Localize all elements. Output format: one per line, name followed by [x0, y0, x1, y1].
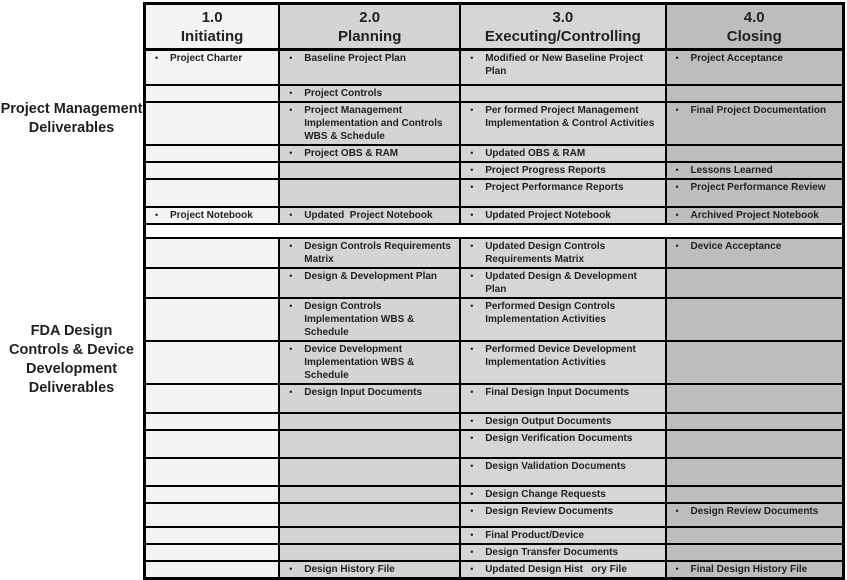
- column-number: 3.0: [552, 8, 574, 26]
- bullet-icon: •: [470, 387, 474, 397]
- deliverable-text: Project Charter: [170, 53, 243, 64]
- table-row: [146, 84, 842, 101]
- column-header-planning: [278, 5, 459, 48]
- table-row: [146, 297, 842, 340]
- deliverable-text: Performed Design Controls Implementation Activities: [485, 301, 618, 325]
- deliverable-cell: [146, 414, 278, 429]
- column-number: 4.0: [743, 8, 765, 26]
- table-row: [146, 178, 842, 206]
- deliverable-cell: [665, 487, 842, 502]
- deliverable-cell: [665, 414, 842, 429]
- deliverable-cell: [459, 86, 664, 101]
- table-row: [146, 340, 842, 383]
- deliverable-text: Updated Design Hist ory File: [485, 564, 627, 575]
- column-name: Planning: [338, 27, 402, 45]
- deliverable-cell: [278, 545, 459, 560]
- deliverable-cell: [146, 180, 278, 206]
- deliverable-text: Design Validation Documents: [485, 461, 626, 472]
- deliverable-cell: [146, 208, 278, 223]
- deliverable-text: Project Progress Reports: [485, 165, 606, 176]
- deliverable-cell: [278, 180, 459, 206]
- bullet-icon: •: [470, 506, 474, 516]
- deliverable-text: Design Controls Requirements Matrix: [304, 241, 454, 265]
- section-separator: [146, 223, 842, 237]
- deliverable-cell: [278, 86, 459, 101]
- bullet-icon: •: [470, 182, 474, 192]
- bullet-icon: •: [470, 165, 474, 175]
- bullet-icon: •: [155, 53, 159, 63]
- deliverable-cell: [459, 487, 664, 502]
- deliverable-cell: [459, 562, 664, 577]
- deliverable-cell: [459, 299, 664, 340]
- deliverable-cell: [665, 385, 842, 412]
- deliverable-cell: [278, 51, 459, 84]
- bullet-icon: •: [675, 105, 679, 115]
- deliverable-text: Design Review Documents: [485, 506, 613, 517]
- deliverable-cell: [665, 180, 842, 206]
- deliverable-cell: [146, 299, 278, 340]
- deliverable-cell: [278, 208, 459, 223]
- deliverable-cell: [459, 51, 664, 84]
- deliverable-text: Device Acceptance: [690, 241, 782, 252]
- deliverable-text: Design Review Documents: [690, 506, 819, 517]
- deliverable-text: Updated OBS & RAM: [485, 148, 586, 159]
- bullet-icon: •: [289, 387, 293, 397]
- bullet-icon: •: [470, 241, 474, 251]
- deliverable-cell: [459, 459, 664, 485]
- deliverable-cell: [459, 414, 664, 429]
- deliverable-cell: [459, 239, 664, 267]
- deliverable-cell: [665, 299, 842, 340]
- table-row: [146, 49, 842, 84]
- deliverable-cell: [146, 103, 278, 144]
- column-name: Executing/Controlling: [484, 27, 641, 45]
- table-row: [146, 161, 842, 178]
- table-row: [146, 412, 842, 429]
- bullet-icon: •: [289, 148, 293, 158]
- deliverable-text: Design Change Requests: [485, 489, 606, 500]
- deliverable-text: Design History File: [304, 564, 395, 575]
- deliverable-cell: [459, 146, 664, 161]
- deliverable-cell: [459, 180, 664, 206]
- deliverable-cell: [146, 342, 278, 383]
- deliverable-cell: [146, 487, 278, 502]
- deliverable-cell: [665, 562, 842, 577]
- column-header-initiating: [146, 5, 278, 48]
- deliverable-cell: [146, 504, 278, 526]
- table-row: [146, 206, 842, 223]
- deliverable-cell: [665, 103, 842, 144]
- deliverable-text: Design Transfer Documents: [485, 547, 618, 558]
- table-row: [146, 429, 842, 457]
- table-row: [146, 383, 842, 412]
- deliverable-cell: [146, 545, 278, 560]
- deliverable-text: Lessons Learned: [690, 165, 773, 176]
- deliverable-text: Updated Project Notebook: [304, 210, 433, 221]
- deliverable-text: Archived Project Notebook: [690, 210, 819, 221]
- deliverable-cell: [459, 163, 664, 178]
- deliverables-table: [143, 2, 845, 580]
- deliverable-cell: [146, 51, 278, 84]
- table-row: [146, 457, 842, 485]
- column-name: Closing: [726, 27, 782, 45]
- deliverable-text: Modified or New Baseline Project Plan: [485, 53, 646, 77]
- deliverable-cell: [278, 269, 459, 297]
- deliverable-cell: [459, 208, 664, 223]
- deliverable-cell: [665, 342, 842, 383]
- deliverable-cell: [146, 459, 278, 485]
- row-group-label-project-management: Project Management Deliverables: [0, 101, 143, 136]
- deliverable-cell: [665, 528, 842, 543]
- deliverable-cell: [146, 562, 278, 577]
- deliverable-cell: [278, 414, 459, 429]
- deliverable-cell: [278, 528, 459, 543]
- bullet-icon: •: [675, 506, 679, 516]
- deliverable-cell: [278, 562, 459, 577]
- deliverable-cell: [665, 459, 842, 485]
- bullet-icon: •: [289, 301, 293, 311]
- deliverable-cell: [459, 269, 664, 297]
- bullet-icon: •: [470, 461, 474, 471]
- deliverable-text: Project Notebook: [170, 210, 253, 221]
- deliverable-text: Design Input Documents: [304, 387, 423, 398]
- bullet-icon: •: [289, 564, 293, 574]
- deliverable-cell: [665, 545, 842, 560]
- deliverable-cell: [146, 239, 278, 267]
- deliverable-cell: [459, 545, 664, 560]
- deliverable-text: Design & Development Plan: [304, 271, 438, 282]
- deliverable-cell: [146, 269, 278, 297]
- deliverable-cell: [459, 431, 664, 457]
- bullet-icon: •: [470, 344, 474, 354]
- deliverable-cell: [459, 528, 664, 543]
- deliverable-text: Final Project Documentation: [690, 105, 827, 116]
- deliverable-text: Design Verification Documents: [485, 433, 633, 444]
- row-group-labels: [0, 0, 143, 559]
- column-name: Initiating: [180, 27, 244, 45]
- deliverable-cell: [665, 51, 842, 84]
- deliverable-cell: [146, 385, 278, 412]
- deliverable-cell: [459, 385, 664, 412]
- deliverable-text: Final Design Input Documents: [485, 387, 630, 398]
- deliverable-text: Project Acceptance: [690, 53, 783, 64]
- header-row: [146, 5, 842, 49]
- bullet-icon: •: [675, 53, 679, 63]
- deliverable-cell: [278, 299, 459, 340]
- bullet-icon: •: [470, 148, 474, 158]
- column-header-executing-controlling: [459, 5, 664, 48]
- bullet-icon: •: [470, 210, 474, 220]
- bullet-icon: •: [470, 53, 474, 63]
- deliverable-cell: [665, 431, 842, 457]
- bullet-icon: •: [470, 433, 474, 443]
- table-row: [146, 144, 842, 161]
- bullet-icon: •: [289, 88, 293, 98]
- deliverable-cell: [665, 208, 842, 223]
- deliverable-cell: [665, 239, 842, 267]
- deliverable-cell: [278, 487, 459, 502]
- deliverable-cell: [146, 431, 278, 457]
- deliverable-text: Updated Design Controls Requirements Matrix: [485, 241, 608, 265]
- table-row: [146, 560, 842, 577]
- deliverable-cell: [665, 146, 842, 161]
- deliverable-cell: [278, 239, 459, 267]
- deliverable-text: Device Development Implementation WBS & Schedule: [304, 344, 418, 381]
- table-row: [146, 101, 842, 144]
- deliverable-text: Baseline Project Plan: [304, 53, 406, 64]
- table-row: [146, 267, 842, 297]
- deliverable-cell: [146, 163, 278, 178]
- bullet-icon: •: [289, 241, 293, 251]
- row-group-label-fda-design-controls: FDA Design Controls & Device Development Deliverables: [9, 323, 134, 396]
- bullet-icon: •: [470, 105, 474, 115]
- deliverable-text: Performed Device Development Implementation Activities: [485, 344, 639, 368]
- deliverable-text: Per formed Project Management Implementation & Control Activities: [485, 105, 655, 129]
- bullet-icon: •: [675, 165, 679, 175]
- bullet-icon: •: [470, 547, 474, 557]
- column-number: 2.0: [359, 8, 381, 26]
- deliverable-text: Project Management Implementation and Controls WBS & Schedule: [304, 105, 446, 142]
- deliverable-text: Project Performance Reports: [485, 182, 624, 193]
- bullet-icon: •: [675, 210, 679, 220]
- deliverable-cell: [278, 459, 459, 485]
- bullet-icon: •: [155, 210, 159, 220]
- deliverable-text: Project OBS & RAM: [304, 148, 399, 159]
- bullet-icon: •: [470, 530, 474, 540]
- table-row: [146, 502, 842, 526]
- column-header-closing: [665, 5, 842, 48]
- table-row: [146, 526, 842, 543]
- bullet-icon: •: [289, 53, 293, 63]
- deliverable-text: Updated Project Notebook: [485, 210, 611, 221]
- deliverable-cell: [278, 163, 459, 178]
- deliverable-cell: [278, 431, 459, 457]
- bullet-icon: •: [289, 271, 293, 281]
- bullet-icon: •: [470, 489, 474, 499]
- bullet-icon: •: [470, 271, 474, 281]
- bullet-icon: •: [675, 564, 679, 574]
- deliverable-text: Project Performance Review: [690, 182, 826, 193]
- deliverable-text: Final Design History File: [690, 564, 808, 575]
- table-row: [146, 237, 842, 267]
- deliverable-cell: [459, 103, 664, 144]
- bullet-icon: •: [675, 241, 679, 251]
- deliverable-cell: [665, 163, 842, 178]
- deliverable-cell: [665, 504, 842, 526]
- deliverable-cell: [459, 504, 664, 526]
- deliverable-cell: [278, 146, 459, 161]
- bullet-icon: •: [289, 105, 293, 115]
- deliverable-cell: [278, 385, 459, 412]
- deliverable-cell: [146, 86, 278, 101]
- bullet-icon: •: [289, 344, 293, 354]
- table-row: [146, 485, 842, 502]
- deliverable-cell: [146, 146, 278, 161]
- column-number: 1.0: [201, 8, 223, 26]
- deliverable-text: Design Controls Implementation WBS & Schedule: [304, 301, 418, 338]
- deliverable-text: Updated Design & Development Plan: [485, 271, 640, 295]
- bullet-icon: •: [289, 210, 293, 220]
- table-row: [146, 543, 842, 560]
- deliverable-text: Design Output Documents: [485, 416, 612, 427]
- bullet-icon: •: [675, 182, 679, 192]
- deliverable-cell: [146, 528, 278, 543]
- deliverable-cell: [459, 342, 664, 383]
- deliverable-text: Final Product/Device: [485, 530, 585, 541]
- deliverable-cell: [665, 86, 842, 101]
- deliverable-cell: [278, 342, 459, 383]
- deliverable-text: Project Controls: [304, 88, 383, 99]
- deliverable-cell: [665, 269, 842, 297]
- bullet-icon: •: [470, 416, 474, 426]
- deliverable-cell: [278, 103, 459, 144]
- bullet-icon: •: [470, 564, 474, 574]
- deliverable-cell: [278, 504, 459, 526]
- bullet-icon: •: [470, 301, 474, 311]
